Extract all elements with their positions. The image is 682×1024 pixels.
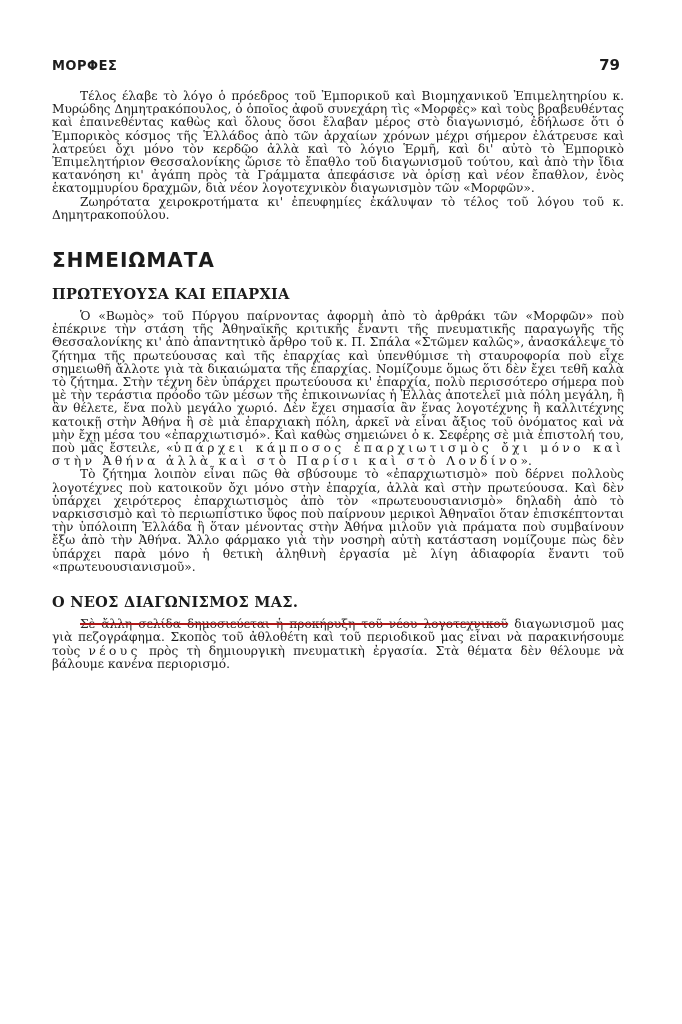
new-contest-paragraph [52,618,624,671]
new-contest-text-b: πρὸς τὴ δημιουργικὴ πνευματικὴ ἐργασία. Στὰ θέματα δὲν θέλουμε νὰ βάλουμε κανένα περιορισμό. [52,643,624,671]
spaced-word: νέους [88,643,141,658]
new-contest-subheading: Ο ΝΕΟΣ ΔΙΑΓΩΝΙΣΜΟΣ ΜΑΣ. [52,594,299,612]
page-number: 79 [599,56,620,74]
capital-province-subheading: ΠΡΩΤΕΥΟΥΣΑ ΚΑΙ ΕΠΑΡΧΙΑ [52,286,290,304]
running-head [52,56,624,80]
new-contest-text-a: διαγωνισμοῦ μας γιὰ πεζογράφημα. Σκοπὸς τοῦ ἀθλοθέτη καὶ τοῦ περιοδικοῦ μας εἶναι νὰ παρακινήσουμε τοὺς [52,617,624,658]
running-title: ΜΟΡΦΕΣ [52,59,118,74]
intro-paragraph-2: Ζωηρότατα χειροκροτήματα κι' ἐπευφημίες ἐκάλυψαν τὸ τέλος τοῦ λόγου τοῦ κ. Δημητρακοπούλου. [52,194,624,222]
capital-province-paragraph-2: Τὸ ζήτημα λοιπὸν εἶναι πῶς θὰ σβύσουμε τὸ «ἐπαρχιωτισμὸ» ποὺ δέρνει πολλοὺς λογοτέχνες ποὺ κατοικοῦν ὄχι μόνο στὴν ἐπαρχία, ἀλλὰ καὶ στὴν πρωτεύουσα. Καὶ δὲν ὑπάρχει χειρότερος ἐπαρχιωτισμὸς ἀπὸ τὸν «πρωτευουσιανισμὸ» δηλαδὴ ἀπὸ τὸ ναρκισσισμὸ καὶ τὸ περιωπίστικο ὕφος ποὺ παίρνουν μερικοὶ Ἀθηναῖοι ὅταν ἐπισκέπτονται τὴν ὑπόλοιπη Ἑλλάδα ἢ ὅταν μένοντας στὴν Ἀθήνα μιλοῦν γιὰ πράματα ποὺ συμβαίνουν ἔξω ἀπὸ τὴν Ἀθήνα. Ἄλλο φάρμακο γιὰ τὴν νοσηρὴ αὐτὴ κατάσταση νομίζουμε πὼς δὲν ὑπάρχει παρὰ μόνο ἡ θετικὴ ἀληθινὴ ἐργασία μὲ λίγη ἀδιαφορία ἔναντι τοῦ «πρωτευουσιανισμοῦ». [52,467,624,574]
intro-paragraph-1: Τέλος έλαβε τὸ λόγο ὁ πρόεδρος τοῦ Ἐμπορικοῦ καὶ Βιομηχανικοῦ Ἐπιμελητηρίου κ. Μυρώδης Δημητρακόπουλος, ὁ ὁποῖος ἀφοῦ συνεχάρη τὶς «Μορφὲς» καὶ τοὺς βραβευθέντας καὶ ἐπαινεθέντας καθὼς καὶ ὅλους ὅσοι ἔλαβαν μέρος στὸ διαγωνισμό, ἐδήλωσε ὅτι ὁ Ἐμπορικὸς κόσμος τῆς Ἑλλάδος ἀπὸ τῶν ἀρχαίων χρόνων μέχρι σήμερον ἐλάτρευσε καὶ λατρεύει ὄχι μόνο τὸν κερδῷο ἀλλὰ καὶ τὸ λόγιο Ἑρμῆ, καὶ δι' αὐτὸ τὸ Ἐμπορικὸ Ἐπιμελητήριον Θεσσαλονίκης ὥρισε τὸ ἔπαθλο τοῦ διαγωνισμοῦ τούτου, καὶ ἀπὸ τὴν ἴδια κατανόηση κι' ἀγάπη πρὸς τὰ Γράμματα ἀπεφάσισε νὰ ὁρίσῃ καὶ νέον ἔπαθλον, ἑνὸς ἑκατομμυρίου δραχμῶν, διὰ νέον λογοτεχνικὸν διαγωνισμὸν τῶν «Μορφῶν». [52,89,624,196]
notes-heading: ΣΗΜΕΙΩΜΑΤΑ [52,248,215,273]
struck-out-text: Σὲ ἄλλη σελίδα δημοσιεύεται ἡ προκήρυξη τοῦ νέου λογοτεχνικοῦ [80,617,509,632]
intro-section [52,90,624,222]
capital-province-text-b: ». [520,454,532,469]
capital-province-text-a: Ὁ «Βωμὸς» τοῦ Πύργου παίρνοντας ἀφορμὴ ἀπὸ τὸ ἀρθράκι τῶν «Μορφῶν» ποὺ ἐπέκρινε τὴν στάση τῆς Ἀθηναϊκῆς κριτικῆς ἔναντι τῆς πνευματικῆς παραγωγῆς τῆς Θεσσαλονίκης κι' ἀπὸ ἀπαντητικὸ ἄρθρο τοῦ κ. Π. Σπάλα «Στῶμεν καλῶς», ἀνασκάλεψε τὸ ζήτημα τῆς πρωτεύουσας καὶ τῆς ἐπαρχίας καὶ ὑπενθύμισε τὴ σταυροφορία ποὺ εἶχε σημειωθῆ ἄλλοτε γιὰ τὰ δικαιώματα τῆς ἐπαρχίας. Νομίζουμε ὅμως ὅτι δὲν ἔχει τεθῆ καλὰ τὸ ζήτημα. Στὴν τέχνη δὲν ὑπάρχει πρωτεύουσα κι' ἐπαρχία, πολὺ περισσότερο σήμερα ποὺ μὲ τὴν τεράστια πρόοδο τῶν μέσων τῆς ἐπικοινωνίας ἡ Ἑλλὰς ἀποτελεῖ μιὰ πόλη μεγάλη, ἢ ἂν θέλετε, ἕνα πολὺ μεγάλο χωριό. Δὲν ἔχει σημασία ἂν ἕνας λογοτέχνης ἢ καλλιτέχνης κατοικῇ στὴν Ἀθήνα ἢ σὲ μιὰ ἐπαρχιακὴ πόλη, ἀρκεῖ νὰ εἶναι ἄξιος τοῦ ὀνόματος καὶ νὰ μὴν ἔχῃ μέσα του «ἐπαρχιωτισμό». Καὶ καθὼς σημειώνει ὁ κ. Σεφέρης σὲ μιὰ ἐπιστολή του, ποὺ μᾶς ἔστειλε, « [52,309,624,456]
seferis-quote: ὑπάρχει κάμποσος ἐπαρχιωτισμὸς ὄχι μόνο καὶ στὴν Ἀθήνα ἀλλὰ καὶ στὸ Παρίσι καὶ στὸ Λονδίνο [52,441,625,469]
capital-province-paragraph-1 [52,310,624,468]
